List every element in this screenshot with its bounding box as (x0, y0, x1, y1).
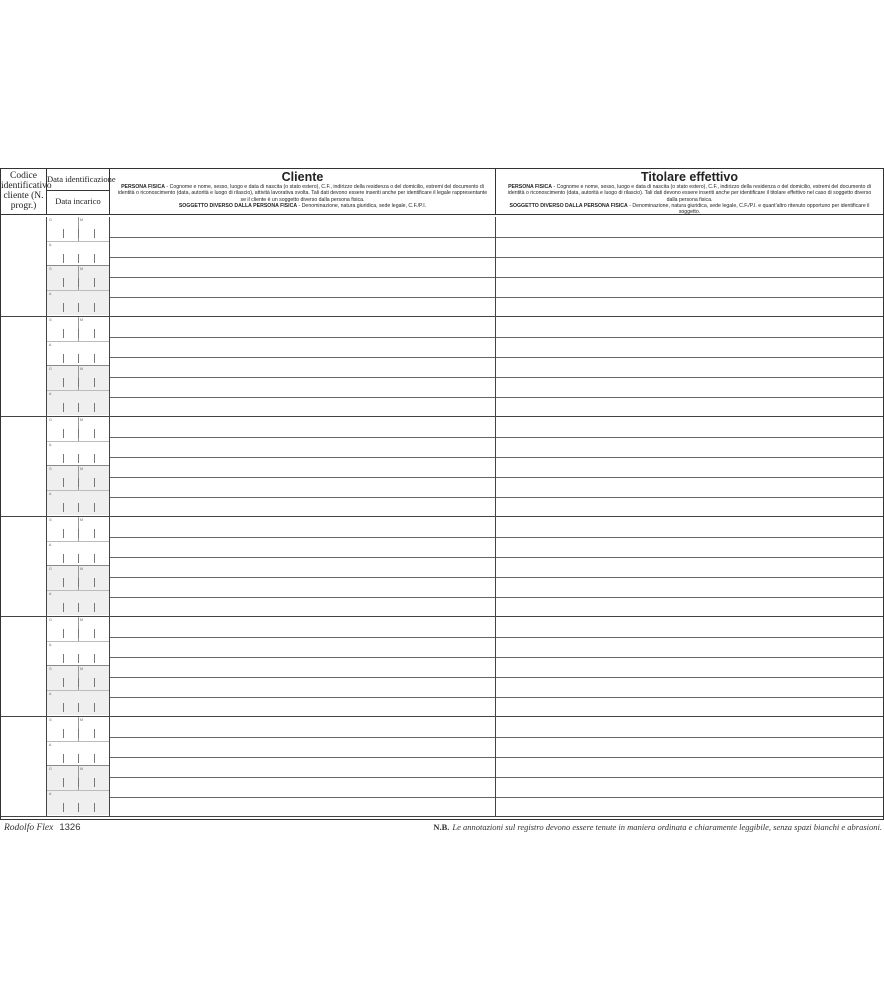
date-label-m: M (80, 318, 83, 322)
date-field-incarico[interactable] (47, 266, 109, 315)
form-code: 1326 (59, 822, 81, 833)
register-entry (1, 317, 883, 417)
register-sheet (0, 168, 884, 820)
dates-cell (47, 317, 110, 416)
cliente-sd-text: - Denominazione, natura giuridica, sede legale, C.F./P.I. (297, 202, 427, 209)
date-label-a: A (49, 543, 52, 547)
header-codice-label: Codice identificativo cliente (N. progr.) (1, 171, 52, 211)
date-label-m: M (80, 618, 83, 622)
date-label-m: M (80, 767, 83, 771)
date-field-identificazione[interactable] (47, 717, 109, 766)
date-label-m: M (80, 367, 83, 371)
date-label-m: M (80, 218, 83, 222)
date-label-a: A (49, 692, 52, 696)
date-field-identificazione[interactable] (47, 417, 109, 466)
date-label-g: G (49, 367, 52, 371)
date-label-a: A (49, 343, 52, 347)
footer-note (433, 822, 882, 832)
date-label-g: G (49, 718, 52, 722)
titolare-pf-text: - Cognome e nome, sesso, luogo e data di nascita (o stato estero), C.F., indirizzo della residenza o del domicilio, estremi del documento di identità o riconoscimento (data, autorità e luogo di rilascio). Tali dati devono essere inseriti anche per identificare il titolare effettivo nel caso di soggetto diverso dalla persona fisica. (507, 184, 872, 203)
cliente-pf-label: PERSONA FISICA (121, 184, 165, 190)
cliente-cell[interactable] (110, 417, 496, 516)
date-label-m: M (80, 418, 83, 422)
header-data-incarico: Data incarico (55, 196, 101, 206)
cliente-cell[interactable] (110, 317, 496, 416)
codice-cell[interactable] (1, 417, 47, 516)
codice-cell[interactable] (1, 317, 47, 416)
cliente-cell[interactable] (110, 517, 496, 616)
cliente-cell[interactable] (110, 617, 496, 716)
codice-cell[interactable] (1, 517, 47, 616)
date-label-a: A (49, 492, 52, 496)
date-label-a: A (49, 292, 52, 296)
titolare-cell[interactable] (496, 417, 883, 516)
date-field-identificazione[interactable] (47, 317, 109, 366)
header-divider (1, 214, 883, 215)
date-label-g: G (49, 667, 52, 671)
date-field-incarico[interactable] (47, 666, 109, 715)
date-label-g: G (49, 767, 52, 771)
date-label-a: A (49, 643, 52, 647)
note-label: N.B. (433, 822, 450, 832)
cliente-cell[interactable] (110, 217, 496, 316)
date-label-g: G (49, 567, 52, 571)
brand-logo: Rodolfo Flex (4, 823, 54, 833)
date-label-a: A (49, 792, 52, 796)
date-field-identificazione[interactable] (47, 217, 109, 266)
date-label-a: A (49, 743, 52, 747)
titolare-cell[interactable] (496, 217, 883, 316)
date-field-identificazione[interactable] (47, 517, 109, 566)
titolare-cell[interactable] (496, 617, 883, 716)
cliente-sd-label: SOGGETTO DIVERSO DALLA PERSONA FISICA (178, 202, 298, 209)
register-entry (1, 217, 883, 317)
register-rows (1, 217, 883, 817)
header-codice-cliente (1, 169, 52, 214)
date-label-m: M (80, 567, 83, 571)
register-entry (1, 417, 883, 517)
register-entry (1, 617, 883, 717)
date-label-a: A (49, 443, 52, 447)
header-titolare (496, 169, 883, 214)
note-text: Le annotazioni sul registro devono essere tenute in maniera ordinata e chiaramente leggibile, senza spazi bianchi e abrasioni. (452, 822, 882, 832)
date-label-a: A (49, 392, 52, 396)
dates-cell (47, 517, 110, 616)
date-field-incarico[interactable] (47, 766, 109, 815)
dates-cell (47, 217, 110, 316)
date-label-m: M (80, 518, 83, 522)
date-label-g: G (49, 267, 52, 271)
header-cliente-title: Cliente (281, 170, 324, 184)
codice-cell[interactable] (1, 217, 47, 316)
date-label-m: M (80, 467, 83, 471)
cliente-cell[interactable] (110, 717, 496, 816)
date-label-a: A (49, 243, 52, 247)
titolare-cell[interactable] (496, 517, 883, 616)
register-entry (1, 517, 883, 617)
date-label-a: A (49, 592, 52, 596)
dates-cell (47, 417, 110, 516)
footer-brand (4, 822, 80, 833)
date-label-g: G (49, 218, 52, 222)
codice-cell[interactable] (1, 717, 47, 816)
date-label-g: G (49, 518, 52, 522)
date-label-m: M (80, 667, 83, 671)
header-titolare-title: Titolare effettivo (640, 170, 738, 184)
cliente-pf-text: - Cognome e nome, sesso, luogo e data di nascita (o stato estero), C.F., indirizzo della residenza o del domicilio, estremi del documento di identità o riconoscimento (data, autorità e luogo di rilascio), attività lavorativa svolta. Tali dati devono essere inseriti anche per identificare il legale rappresentante se il cliente è un soggetto diverso dalla persona fisica. (117, 184, 488, 203)
date-label-m: M (80, 267, 83, 271)
titolare-sd-text: - Denominazione, natura giuridica, sede legale, C.F./P.I. e quant'altro ritenuto opportuno per identificare il soggetto. (627, 202, 870, 216)
titolare-cell[interactable] (496, 317, 883, 416)
date-field-incarico[interactable] (47, 466, 109, 515)
date-label-g: G (49, 318, 52, 322)
register-entry (1, 717, 883, 817)
date-field-identificazione[interactable] (47, 617, 109, 666)
date-label-m: M (80, 718, 83, 722)
titolare-cell[interactable] (496, 717, 883, 816)
dates-cell (47, 617, 110, 716)
date-field-incarico[interactable] (47, 366, 109, 415)
date-label-g: G (49, 467, 52, 471)
header-cliente (110, 169, 496, 214)
dates-cell (47, 717, 110, 816)
date-label-g: G (49, 418, 52, 422)
header-titolare-description (496, 184, 883, 215)
codice-cell[interactable] (1, 617, 47, 716)
header-data-identificazione: Data identificazione (47, 169, 109, 191)
header-cliente-description (110, 184, 495, 209)
titolare-pf-label: PERSONA FISICA (508, 184, 552, 190)
header-dates (47, 169, 116, 214)
date-field-incarico[interactable] (47, 566, 109, 615)
titolare-sd-label: SOGGETTO DIVERSO DALLA PERSONA FISICA (509, 202, 628, 209)
date-label-g: G (49, 618, 52, 622)
